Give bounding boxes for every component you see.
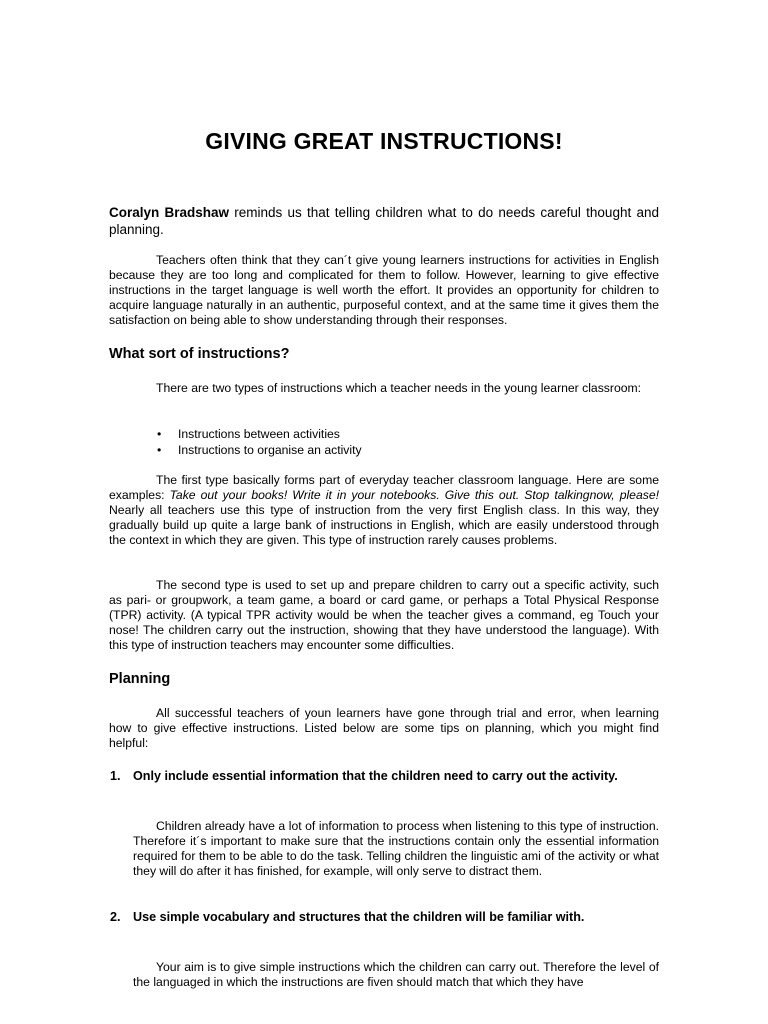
bullet-item: • Instructions between activities xyxy=(157,426,362,442)
tip-1-heading xyxy=(110,768,653,785)
author-name: Coralyn Bradshaw xyxy=(109,205,230,220)
intro-text: reminds us that telling children what to do needs careful thought and planning. xyxy=(109,205,659,237)
tip-2-number: 2. xyxy=(110,910,121,924)
paragraph-5: All successful teachers of youn learners have gone through trial and error, when learning how to give effective instructions. Listed below are some tips on planning, which you might find helpful: xyxy=(109,706,659,750)
page-title: GIVING GREAT INSTRUCTIONS! xyxy=(205,128,563,154)
tip-1-number: 1. xyxy=(110,769,121,783)
paragraph-3-start: The first type basically forms part of everyday teacher classroom language. Here are some examples: xyxy=(109,473,659,502)
paragraph-1: Teachers often think that they can´t give young learners instructions for activities in English because they are too long and complicated for them to follow. However, learning to give effective instructions in the target language is well worth the effort. It provides an opportunity for children to acquire language naturally in an authentic, purposeful context, and at the same time it gives them the satisfaction on being able to show understanding through their responses. xyxy=(109,253,659,327)
section-heading-instructions: What sort of instructions? xyxy=(109,346,290,362)
paragraph-3-end: Nearly all teachers use this type of instruction from the very first English class. In this way, they gradually build up quite a large bank of instructions in English, which are easily understood through the context in which they are given. This type of instruction rarely causes problems. xyxy=(109,503,659,547)
intro-paragraph xyxy=(109,204,659,238)
tip-2-text: Use simple vocabulary and structures that the children will be familiar with. xyxy=(133,910,585,924)
paragraph-4: The second type is used to set up and prepare children to carry out a specific activity, such as pari- or groupwork, a team game, a board or card game, or perhaps a Total Physical Response (TPR) activity. (A typical TPR activity would be when the teacher gives a command, eg Touch your nose! The children carry out the instruction, showing that they have understood the language). With this type of instruction teachers may encounter some difficulties. xyxy=(109,578,659,652)
tip-1-text: Only include essential information that the children need to carry out the activity. xyxy=(133,769,618,783)
bullet-item: • Instructions to organise an activity xyxy=(157,442,362,458)
section-heading-planning: Planning xyxy=(109,671,171,687)
paragraph-3 xyxy=(109,473,659,548)
tip-2-heading xyxy=(110,909,653,926)
paragraph-2: There are two types of instructions which a teacher needs in the young learner classroom: xyxy=(156,381,642,395)
bullet-list xyxy=(157,426,362,458)
example-instructions: Take out your books! Write it in your notebooks. Give this out. Stop talkingnow, please! xyxy=(169,488,659,502)
paragraph-7: Your aim is to give simple instructions which the children can carry out. Therefore the level of the languaged in which the instructions are fiven should match that which they have xyxy=(133,960,659,989)
paragraph-6: Children already have a lot of information to process when listening to this type of instruction. Therefore it´s important to make sure that the instructions contain only the essential information required for them to be able to do the task. Telling children the linguistic ami of the activity or what they will do after it has finished, for example, will only serve to distract them. xyxy=(133,819,659,878)
